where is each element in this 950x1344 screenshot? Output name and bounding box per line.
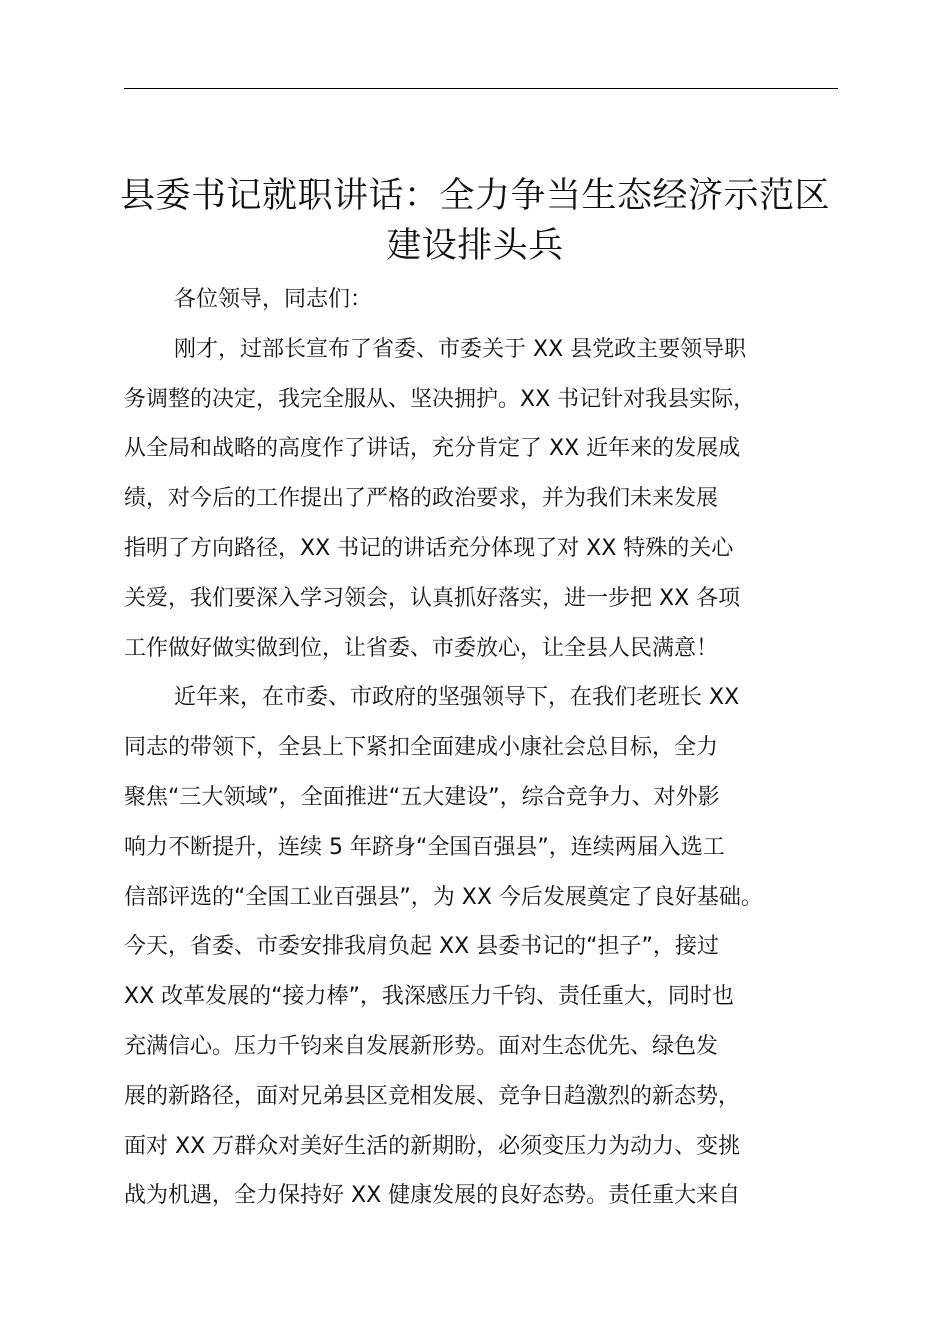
body-line: 刚才，过部长宣布了省委、市委关于 XX 县党政主要领导职 [174, 336, 747, 362]
body-line: 充满信心。压力千钧来自发展新形势。面对生态优先、绿色发 [124, 1033, 719, 1059]
body-line: 工作做好做实做到位，让省委、市委放心，让全县人民满意！ [124, 635, 719, 661]
document-body [124, 275, 864, 1221]
body-line: 务调整的决定，我完全服从、坚决拥护。XX 书记针对我县实际， [124, 386, 756, 412]
body-line: 展的新路径，面对兄弟县区竞相发展、竞争日趋激烈的新态势， [124, 1083, 741, 1109]
body-line: XX 改革发展的“接力棒”，我深感压力千钧、责任重大，同时也 [124, 984, 734, 1010]
header-divider [124, 88, 838, 89]
body-line: 同志的带领下，全县上下紧扣全面建成小康社会总目标，全力 [124, 735, 719, 761]
body-line: 关爱，我们要深入学习领会，认真抓好落实，进一步把 XX 各项 [124, 585, 741, 611]
document-title [100, 171, 850, 271]
body-line: 近年来，在市委、市政府的坚强领导下，在我们老班长 XX [174, 685, 740, 711]
body-line: 聚焦“三大领域”，全面推进“五大建设”，综合竞争力、对外影 [124, 784, 720, 810]
body-line: 信部评选的“全国工业百强县”，为 XX 今后发展奠定了良好基础。 [124, 884, 763, 910]
body-line: 绩，对今后的工作提出了严格的政治要求，并为我们未来发展 [124, 486, 719, 512]
body-line: 从全局和战略的高度作了讲话，充分肯定了 XX 近年来的发展成 [124, 436, 741, 462]
body-line: 面对 XX 万群众对美好生活的新期盼，必须变压力为动力、变挑 [124, 1133, 741, 1159]
body-line: 响力不断提升，连续 5 年跻身“全国百强县”，连续两届入选工 [124, 834, 725, 860]
body-line: 战为机遇，全力保持好 XX 健康发展的良好态势。责任重大来自 [124, 1183, 741, 1209]
body-line: 各位领导，同志们： [174, 287, 373, 312]
title-line-1: 县委书记就职讲话：全力争当生态经济示范区 [119, 176, 830, 217]
body-line: 今天，省委、市委安排我肩负起 XX 县委书记的“担子”，接过 [124, 934, 719, 960]
title-line-2: 建设排头兵 [386, 226, 564, 267]
body-line: 指明了方向路径，XX 书记的讲话充分体现了对 XX 特殊的关心 [124, 535, 734, 561]
